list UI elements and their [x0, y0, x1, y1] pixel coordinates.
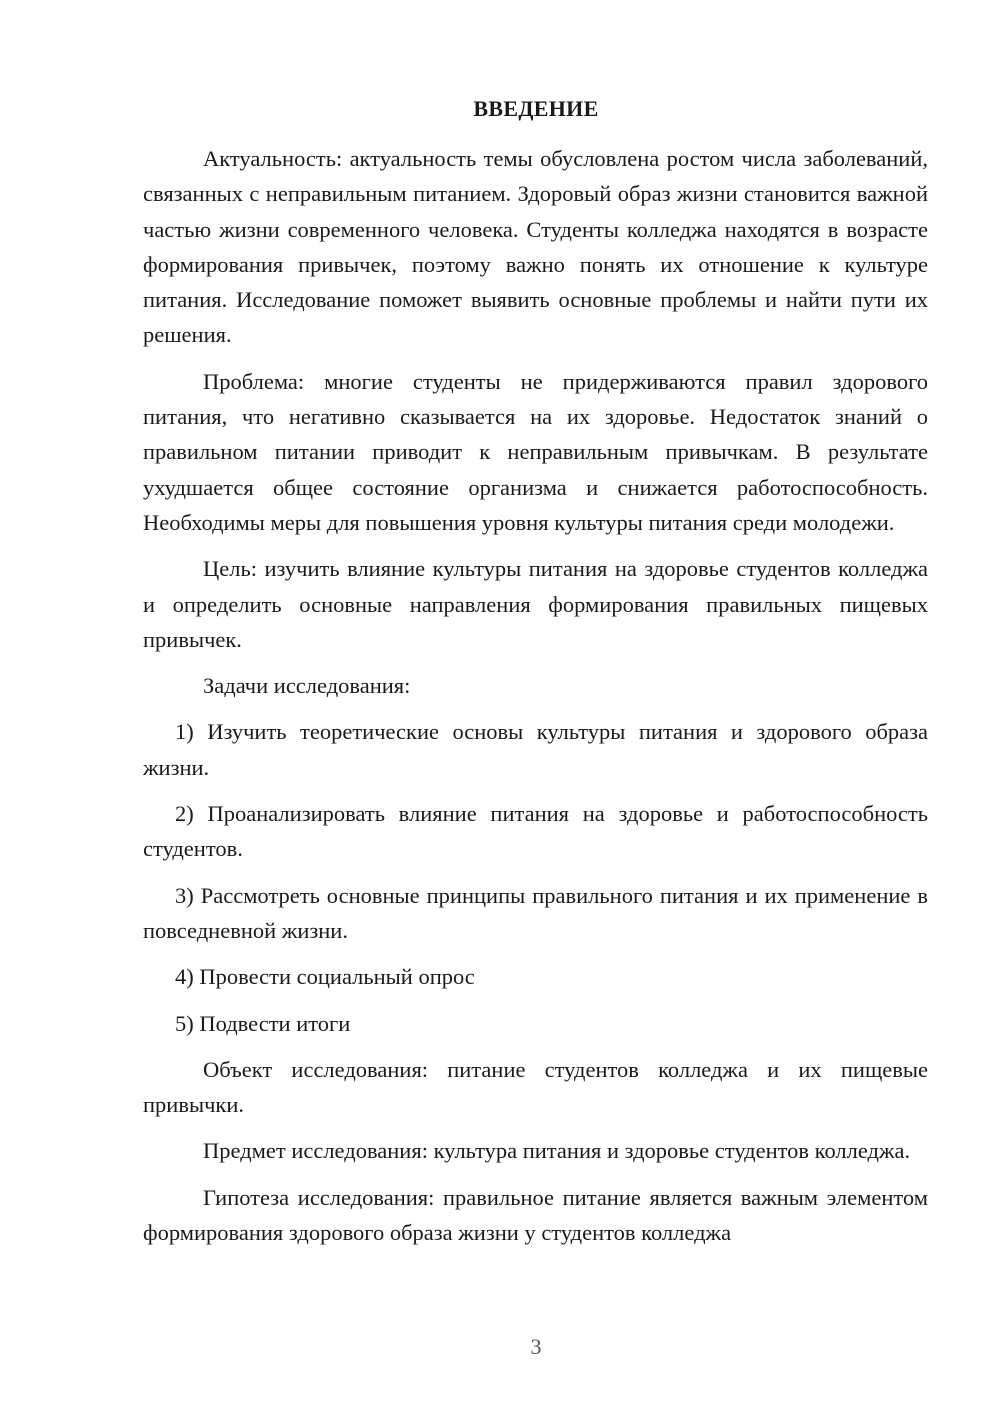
task-item-5: 5) Подвести итоги — [175, 1010, 351, 1036]
body-text — [143, 141, 928, 1250]
paragraph-problem: Проблема: многие студенты не придерживаются правил здорового питания, что негативно сказывается на их здоровье. Недостаток знаний о правильном питании приводит к неправильным привычкам. В результате ухудшается общее состояние организма и снижается работоспособность. Необходимы меры для повышения уровня культуры питания среди молодежи. — [143, 368, 928, 535]
paragraph-relevance: Актуальность: актуальность темы обусловлена ростом числа заболеваний, связанных с неправильным питанием. Здоровый образ жизни становится важной частью жизни современного человека. Студенты колледжа находятся в возрасте формирования привычек, поэтому важно понять их отношение к культуре питания. Исследование поможет выявить основные проблемы и найти пути их решения. — [143, 146, 928, 348]
paragraph-goal: Цель: изучить влияние культуры питания на здоровье студентов колледжа и определить основные направления формирования правильных пищевых привычек. — [143, 556, 928, 652]
paragraph-object: Объект исследования: питание студентов колледжа и их пищевые привычки. — [143, 1056, 928, 1118]
page-number: 3 — [530, 1334, 542, 1359]
page-title: ВВЕДЕНИЕ — [473, 96, 599, 121]
task-item-2: 2) Проанализировать влияние питания на здоровье и работоспособность студентов. — [143, 801, 928, 862]
paragraph-hypothesis: Гипотеза исследования: правильное питание является важным элементом формирования здорового образа жизни у студентов колледжа — [143, 1184, 928, 1246]
paragraph-tasks-heading: Задачи исследования: — [203, 673, 411, 699]
task-item-3: 3) Рассмотреть основные принципы правильного питания и их применение в повседневной жизни. — [143, 882, 928, 943]
task-item-1: 1) Изучить теоретические основы культуры питания и здорового образа жизни. — [143, 719, 928, 780]
paragraph-subject: Предмет исследования: культура питания и здоровье студентов колледжа. — [203, 1138, 911, 1164]
task-item-4: 4) Провести социальный опрос — [175, 964, 475, 990]
